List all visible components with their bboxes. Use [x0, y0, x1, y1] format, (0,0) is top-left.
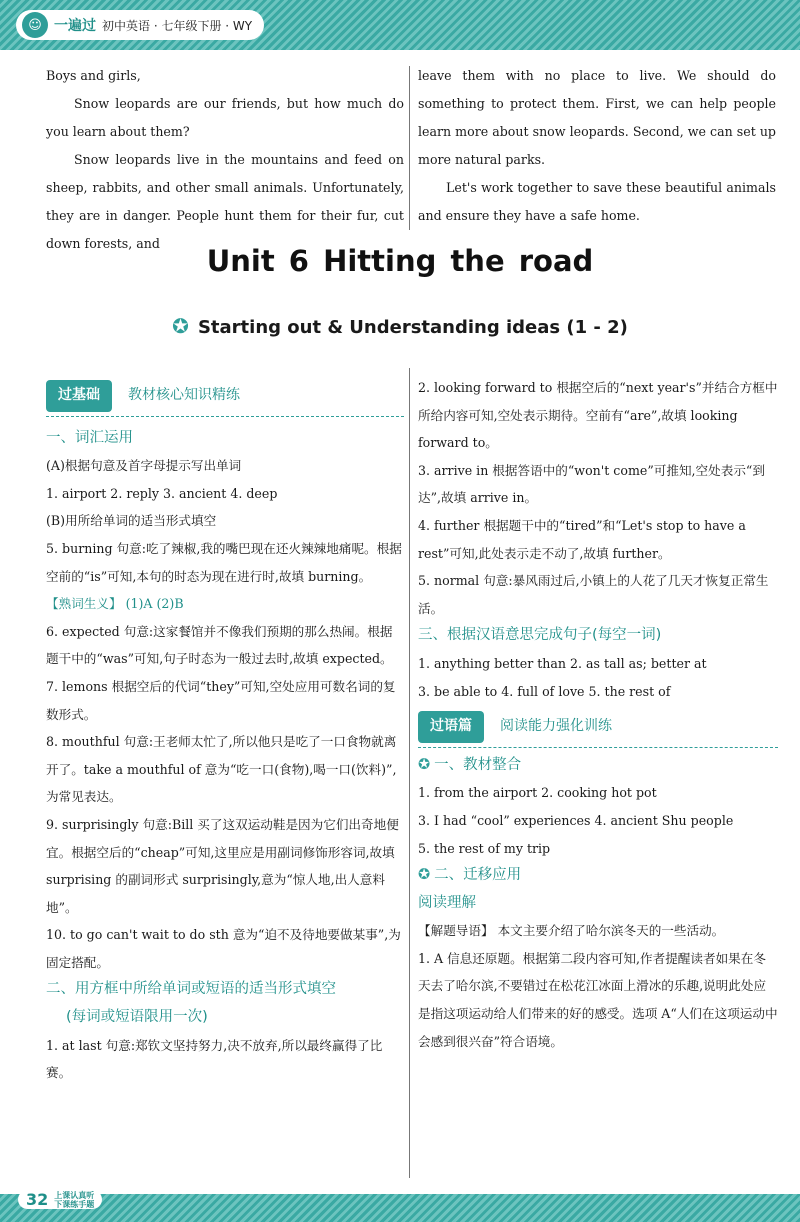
footer-bar — [0, 1194, 800, 1222]
answer-line: 3. I had “cool” experiences 4. ancient Shu people — [418, 812, 734, 828]
logo-icon: ☺ — [22, 12, 48, 38]
subsection-title: ✪ 一、教材整合 — [418, 756, 522, 773]
column-divider — [409, 368, 410, 1178]
left-answer-column — [46, 374, 404, 1087]
answer-item: 5. burning 句意:吃了辣椒,我的嘴巴现在还火辣辣地痛呢。根据空前的“is”可知,本句的时态为现在进行时,故填 burning。 — [46, 540, 402, 584]
answer-item: 9. surprisingly 句意:Bill 买了这双运动鞋是因为它们出奇地便宜。根据空后的“cheap”可知,这里应是用副词修饰形容词,故填 surprising 的副词形式 surprisingly,意为“惊人地,出人意料地”。 — [46, 816, 399, 915]
star-icon: ✪ — [418, 867, 431, 884]
badge-reading: 过语篇 — [418, 711, 484, 743]
answer-item: 1. A 信息还原题。根据第二段内容可知,作者提醒读者如果在冬天去了哈尔滨,不要错过在松花江冰面上滑冰的乐趣,说明此处应是指这项运动给人们带来的好的感受。选项 A“人们在这项运动中会感到很兴奋”符合语境。 — [418, 950, 778, 1049]
column-divider — [409, 66, 410, 230]
badge-subtitle: 阅读能力强化训练 — [500, 718, 613, 735]
right-answer-column — [418, 374, 778, 1055]
answer-line: 3. be able to 4. full of love 5. the rest of — [418, 683, 671, 699]
answer-item: 6. expected 句意:这家餐馆并不像我们预期的那么热闹。根据题干中的“was”可知,句子时态为一般过去时,故填 expected。 — [46, 623, 393, 667]
answer-item: 7. lemons 根据空后的代词“they”可知,空处应用可数名词的复数形式。 — [46, 678, 396, 722]
answer-item: 3. arrive in 根据答语中的“won't come”可推知,空处表示“到达”,故填 arrive in。 — [418, 462, 765, 506]
answer-item: 2. looking forward to 根据空后的“next year's”并结合方框中所给内容可知,空处表示期待。空前有“are”,故填 looking forward to。 — [418, 380, 778, 451]
passage-paragraph: Snow leopards live in the mountains and feed on sheep, rabbits, and other small animals. Unfortunately, they are in danger. People hunt them for their fur, cut down forests, and — [46, 152, 404, 251]
book-title: 初中英语 · 七年级下册 · WY — [102, 18, 253, 33]
header-label — [16, 10, 264, 40]
part-title: 二、用方框中所给单词或短语的适当形式填空 — [46, 981, 336, 998]
answer-line: 5. the rest of my trip — [418, 840, 551, 856]
brand-name: 一遍过 — [54, 18, 96, 34]
subsection-title: ✪ 二、迁移应用 — [418, 867, 522, 884]
passage-paragraph: Boys and girls, — [46, 68, 141, 83]
answer-item: 8. mouthful 句意:王老师太忙了,所以他只是吃了一口食物就离开了。take a mouthful of 意为“吃一口(食物),喝一口(饮料)”,为常见表达。 — [46, 734, 397, 805]
passage-paragraph: leave them with no place to live. We should do something to protect them. First, we can help people learn more about snow leopards. Second, we can set up more natural parks. — [418, 68, 776, 167]
answer-line: 1. from the airport 2. cooking hot pot — [418, 785, 657, 801]
instruction: (A)根据句意及首字母提示写出单词 — [46, 458, 242, 474]
instruction: (B)用所给单词的适当形式填空 — [46, 513, 217, 529]
note: 【熟词生义】 (1)A (2)B — [46, 596, 184, 612]
badge-basics: 过基础 — [46, 380, 112, 412]
part-subtitle: (每词或短语限用一次) — [66, 1009, 208, 1026]
passage-paragraph: Snow leopards are our friends, but how much do you learn about them? — [46, 96, 404, 139]
passage-paragraph: Let's work together to save these beautiful animals and ensure they have a safe home. — [418, 180, 776, 223]
guide-note: 【解题导语】 本文主要介绍了哈尔滨冬天的一些活动。 — [418, 923, 725, 939]
answer-item: 4. further 根据题干中的“tired”和“Let's stop to have a rest”可知,此处表示走不动了,故填 further。 — [418, 517, 746, 561]
answer-line: 1. anything better than 2. as tall as; better at — [418, 655, 707, 671]
passage-left — [46, 62, 404, 258]
star-icon: ✪ — [172, 314, 189, 338]
answer-item: 5. normal 句意:暴风雨过后,小镇上的人花了几天才恢复正常生活。 — [418, 573, 769, 616]
section-title: Starting out & Understanding ideas (1 - 2) — [197, 317, 628, 338]
answer-item: 10. to go can't wait to do sth 意为“迫不及待地要做某事”,为固定搭配。 — [46, 927, 401, 970]
unit-title: Unit 6 Hitting the road — [206, 244, 594, 278]
answer-item: 1. at last 句意:郑钦文坚持努力,决不放弃,所以最终赢得了比赛。 — [46, 1037, 383, 1081]
answer-line: 1. airport 2. reply 3. ancient 4. deep — [46, 485, 278, 501]
passage-right — [418, 62, 776, 230]
page-number-badge — [18, 1190, 102, 1209]
part-title: 三、根据汉语意思完成句子(每空一词) — [418, 627, 662, 644]
part-title: 一、词汇运用 — [46, 429, 133, 446]
star-icon: ✪ — [418, 756, 431, 773]
footer-note: 上课认真听 下课练手题 — [54, 1190, 95, 1209]
badge-subtitle: 教材核心知识精练 — [128, 387, 241, 403]
reading-title: 阅读理解 — [418, 894, 476, 911]
section-header — [0, 314, 800, 338]
page-number: 32 — [26, 1190, 49, 1209]
